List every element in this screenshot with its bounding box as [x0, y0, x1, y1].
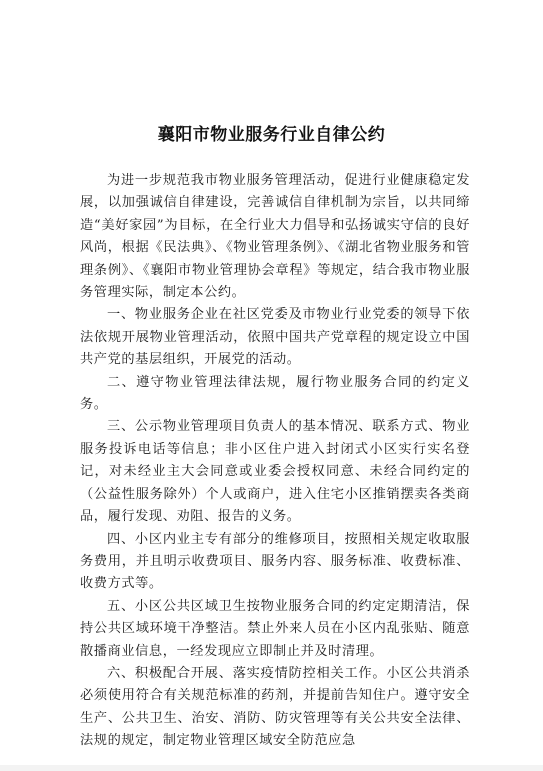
paragraph-article-3: 三、公示物业管理项目负责人的基本情况、联系方式、物业服务投诉电话等信息；非小区住户进入封闭式小区实行实名登记，对未经业主大会同意或业委会授权同意、未经合同约定的（公益性服务除外）个人或商户，进入住宅小区推销摆卖各类商品，履行发现、劝阻、报告的义务。 [80, 419, 470, 525]
document-body [80, 170, 470, 753]
paragraph-article-2: 二、遵守物业管理法律法规，履行物业服务合同的约定义务。 [80, 374, 470, 413]
paragraph-article-1: 一、物业服务企业在社区党委及市物业行业党委的领导下依法依规开展物业管理活动，依照中国共产党章程的规定设立中国共产党的基层组织，开展党的活动。 [80, 307, 470, 368]
paragraph-article-6: 六、积极配合开展、落实疫情防控相关工作。小区公共消杀必须使用符合有关规范标准的药剂，并提前告知住户。遵守安全生产、公共卫生、治安、消防、防灾管理等有关公共安全法律、法规的规定，制定物业管理区域安全防范应急 [80, 665, 470, 749]
document-title: 襄阳市物业服务行业自律公约 [157, 125, 386, 145]
page-bottom-edge [0, 765, 543, 771]
paragraph-article-5: 五、小区公共区域卫生按物业服务合同的约定定期清洁，保持公共区域环境干净整洁。禁止外来人员在小区内乱张贴、随意散播商业信息，一经发现应立即制止并及时清理。 [80, 598, 470, 659]
paragraph-article-4: 四、小区内业主专有部分的维修项目，按照相关规定收取服务费用，并且明示收费项目、服务内容、服务标准、收费标准、收费方式等。 [80, 531, 470, 592]
paragraph-preamble: 为进一步规范我市物业服务管理活动，促进行业健康稳定发展，以加强诚信自律建设，完善诚信自律机制为宗旨，以共同缔造“美好家园”为目标，在全行业大力倡导和弘扬诚实守信的良好风尚，根据《民法典》、《物业管理条例》、《湖北省物业服务和管理条例》、《襄阳市物业管理协会章程》等规定，结合我市物业服务管理实际，制定本公约。 [80, 173, 470, 301]
